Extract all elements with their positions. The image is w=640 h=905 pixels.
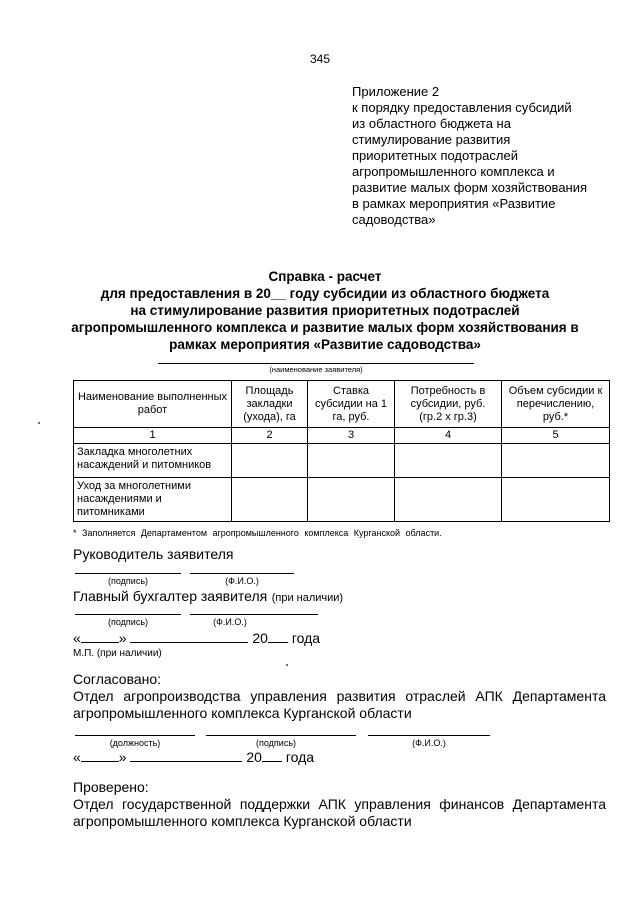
col-number: 2 [232, 428, 308, 444]
date-open-quote: « [73, 749, 81, 765]
appendix-line: развитие малых форм хозяйствования [352, 180, 588, 195]
table-row [74, 478, 610, 522]
title-line: рамках мероприятия «Развитие садоводства» [169, 337, 481, 352]
head-signature-caption: (подпись) [107, 576, 149, 586]
appendix-line: приоритетных подотраслей [352, 148, 518, 163]
agreed-position-caption: (должность) [109, 738, 161, 748]
agreed-signature-caption: (подпись) [255, 738, 297, 748]
scan-dot [38, 422, 40, 424]
appendix-line: из областного бюджета на [352, 116, 511, 131]
accountant-fio-caption: (Ф.И.О.) [213, 617, 247, 627]
year-prefix: 20 [246, 749, 262, 765]
agreed-text: Отдел агропроизводства управления развития отраслей АПК Департамента агропромышленного комплекса Курганской области [73, 688, 606, 721]
calculation-table [73, 380, 610, 522]
head-signature-line [75, 573, 181, 574]
col-number: 5 [502, 428, 610, 444]
appendix-note [352, 84, 622, 228]
footnote: * Заполняется Департаментом агропромышленного комплекса Курганской области. [73, 528, 442, 538]
appendix-line: садоводства» [352, 212, 436, 227]
date-close-quote: » [118, 630, 127, 646]
appendix-line: Приложение 2 [352, 84, 440, 99]
head-title: Руководитель заявителя [73, 546, 234, 562]
day-blank [81, 761, 119, 762]
agreed-fio-line [368, 735, 490, 736]
table-cell [502, 478, 610, 522]
date-close-quote: » [118, 749, 127, 765]
table-cell [502, 444, 610, 478]
table-number-row [74, 428, 610, 444]
applicant-caption: (наименование заявителя) [269, 365, 363, 374]
title-line: агропромышленного комплекса и развитие малых форм хозяйствования в [71, 320, 579, 335]
stamp-note: М.П. (при наличии) [73, 648, 162, 659]
table-header-row [74, 381, 610, 428]
head-fio-line [190, 573, 294, 574]
appendix-line: агропромышленного комплекса и [352, 164, 555, 179]
title-line: для предоставления в 20__ году субсидии из областного бюджета [100, 286, 550, 301]
col-number: 4 [395, 428, 502, 444]
table-cell [395, 444, 502, 478]
document-title [60, 268, 590, 353]
table-cell [232, 478, 308, 522]
head-fio-caption: (Ф.И.О.) [225, 576, 259, 586]
accountant-fio-line [190, 614, 318, 615]
table-row [74, 444, 610, 478]
agreed-fio-caption: (Ф.И.О.) [412, 738, 446, 748]
agreed-title: Согласовано: [73, 671, 162, 687]
day-blank [81, 642, 119, 643]
applicant-name-line [158, 363, 474, 364]
table-cell [308, 444, 395, 478]
col-header-works: Наименование выполненных работ [74, 381, 232, 428]
accountant-title: Главный бухгалтер заявителя [73, 588, 268, 604]
accountant-heading [73, 588, 343, 606]
year-suffix: года [291, 630, 321, 646]
year-prefix: 20 [252, 630, 268, 646]
row-label-care: Уход за многолетними насаждениями и питомниками [74, 478, 232, 522]
scan-dot [286, 664, 288, 666]
accountant-signature-caption: (подпись) [107, 617, 149, 627]
agreed-date [73, 749, 314, 765]
agreed-position-line [75, 735, 195, 736]
year-suffix: года [285, 749, 315, 765]
appendix-line: стимулирование развития [352, 132, 511, 147]
table-cell [308, 478, 395, 522]
row-label-planting: Закладка многолетних насаждений и питомников [74, 444, 232, 478]
col-number: 3 [308, 428, 395, 444]
appendix-line: к порядку предоставления субсидий [352, 100, 572, 115]
title-heading: Справка - расчет [268, 269, 382, 284]
checked-title: Проверено: [73, 779, 149, 795]
accountant-note: (при наличии) [271, 592, 344, 604]
month-blank [130, 642, 248, 643]
table-cell [395, 478, 502, 522]
year-blank [268, 642, 288, 643]
accountant-signature-line [75, 614, 181, 615]
col-header-area: Площадь закладки (ухода), га [232, 381, 308, 428]
month-blank [130, 761, 242, 762]
year-blank [262, 761, 282, 762]
title-line: на стимулирование развития приоритетных подотраслей [130, 303, 520, 318]
accountant-date [73, 630, 320, 646]
col-header-rate: Ставка субсидии на 1 га, руб. [308, 381, 395, 428]
col-header-amount: Объем субсидии к перечислению, руб.* [502, 381, 610, 428]
col-header-need: Потребность в субсидии, руб. (гр.2 х гр.3) [395, 381, 502, 428]
agreed-signature-line [206, 735, 356, 736]
appendix-line: в рамках мероприятия «Развитие [352, 196, 556, 211]
date-open-quote: « [73, 630, 81, 646]
table-cell [232, 444, 308, 478]
col-number: 1 [74, 428, 232, 444]
page-number: 345 [309, 52, 331, 66]
checked-text: Отдел государственной поддержки АПК управления финансов Департамента агропромышленного комплекса Курганской области [73, 796, 606, 829]
